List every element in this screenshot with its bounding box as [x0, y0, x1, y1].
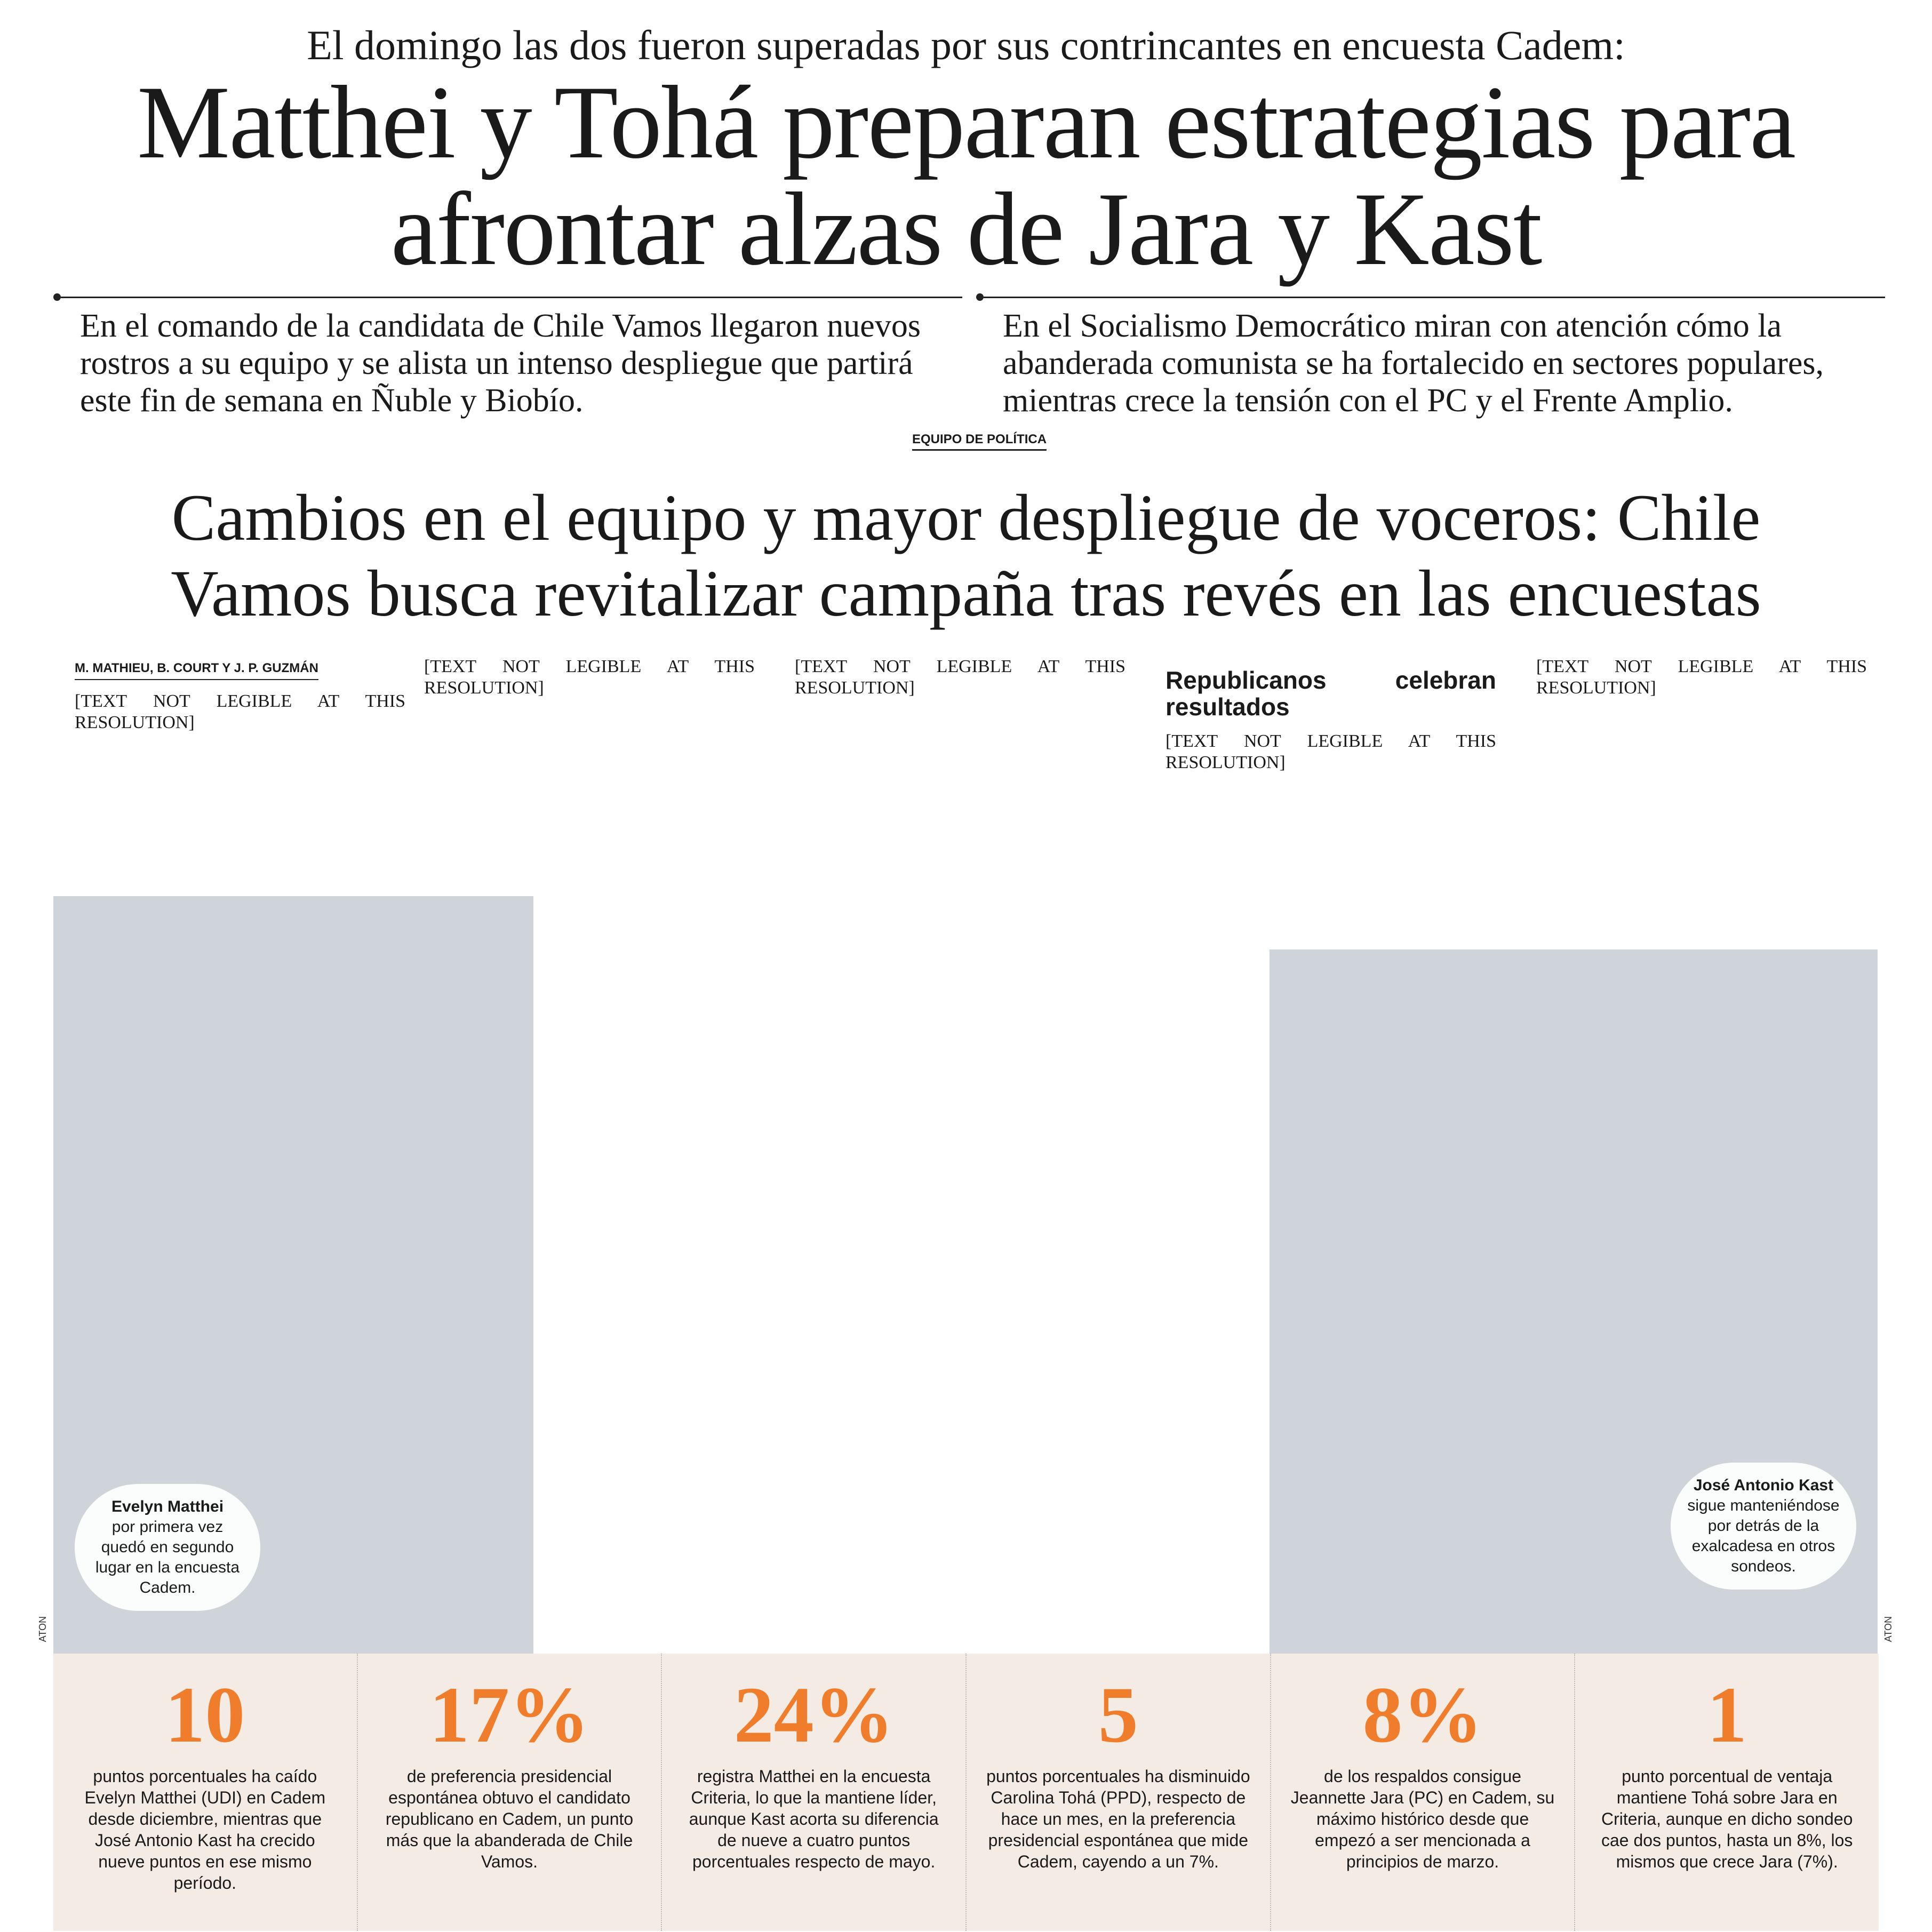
stat-item — [53, 1654, 357, 1931]
photo-credit: ATON — [1883, 1616, 1894, 1642]
credit: EQUIPO DE POLÍTICA — [912, 432, 1047, 451]
stat-item — [1574, 1654, 1879, 1931]
deck-left — [64, 293, 971, 419]
caption-text: por primera vez quedó en segundo lugar en la encuesta Cadem. — [95, 1518, 240, 1596]
body-column-3 — [795, 656, 1125, 699]
body-column-4 — [1165, 656, 1496, 773]
stats-bar — [53, 1654, 1879, 1931]
stat-text: de los respaldos consigue Jeannette Jara (PC) en Cadem, su máximo histórico desde que empezó a ser mencionada a principios de marzo. — [1290, 1767, 1555, 1871]
stat-text: puntos porcentuales ha caído Evelyn Matthei (UDI) en Cadem desde diciembre, mientras que José Antonio Kast ha crecido nueve puntos en ese mismo período. — [84, 1767, 326, 1893]
photo-right — [1270, 949, 1878, 1654]
caption-left — [75, 1484, 260, 1611]
column-text: [TEXT NOT LEGIBLE AT THIS RESOLUTION] — [795, 657, 1125, 698]
stat-item — [357, 1654, 661, 1931]
bullet-dot-icon — [53, 293, 61, 301]
stat-text: punto porcentual de ventaja mantiene Tohá sobre Jara en Criteria, aunque en dicho sondeo cae dos puntos, hasta un 8%, los mismos que crece Jara (7%). — [1601, 1767, 1853, 1871]
stat-item — [661, 1654, 965, 1931]
body-column-1 — [75, 656, 405, 733]
deck-left-text: En el comando de la candidata de Chile Vamos llegaron nuevos rostros a su equipo y se alista un intenso despliegue que partirá este fin de semana en Ñuble y Biobío. — [80, 308, 921, 419]
divider — [61, 297, 962, 298]
caption-name: José Antonio Kast — [1693, 1476, 1834, 1494]
body-column-5 — [1536, 656, 1867, 699]
stat-number: 24% — [733, 1671, 894, 1759]
column-text: [TEXT NOT LEGIBLE AT THIS RESOLUTION] — [424, 657, 755, 698]
photo-credit: ATON — [37, 1616, 48, 1642]
stat-item — [965, 1654, 1270, 1931]
column-text: [TEXT NOT LEGIBLE AT THIS RESOLUTION] — [1536, 657, 1867, 698]
stat-text: de preferencia presidencial espontánea obtuvo el candidato republicano en Cadem, un punto más que la abanderada de Chile Vamos. — [385, 1767, 634, 1871]
bullet-dot-icon — [976, 293, 984, 301]
stat-text: registra Matthei en la encuesta Criteria, lo que la mantiene líder, aunque Kast acorta su diferencia de nueve a cuatro puntos porcentuales respecto de mayo. — [689, 1767, 939, 1871]
body-column-2 — [424, 656, 755, 699]
stat-number: 17% — [429, 1671, 589, 1759]
stat-number: 10 — [165, 1671, 245, 1759]
subheadline: Cambios en el equipo y mayor despliegue de voceros: Chile Vamos busca revitalizar campaña tras revés en las encuestas — [171, 481, 1761, 630]
caption-text: sigue manteniéndose por detrás de la exalcadesa en otros sondeos. — [1687, 1497, 1840, 1575]
headline: Matthei y Tohá preparan estrategias para afrontar alzas de Jara y Kast — [137, 65, 1795, 287]
divider — [984, 297, 1885, 298]
deck-right — [987, 293, 1894, 419]
stat-number: 8% — [1362, 1671, 1483, 1759]
stat-item — [1270, 1654, 1575, 1931]
byline: M. MATHIEU, B. COURT Y J. P. GUZMÁN — [75, 658, 318, 680]
column-text: [TEXT NOT LEGIBLE AT THIS RESOLUTION] — [75, 691, 405, 732]
subheading: Republicanos celebran resultados — [1165, 666, 1496, 721]
deck-right-text: En el Socialismo Democrático miran con atención cómo la abanderada comunista se ha fortalecido en sectores populares, mientras crece la tensión con el PC y el Frente Amplio. — [1003, 308, 1824, 419]
photo-left — [53, 896, 533, 1654]
caption-name: Evelyn Matthei — [111, 1498, 224, 1515]
stat-text: puntos porcentuales ha disminuido Carolina Tohá (PPD), respecto de hace un mes, en la preferencia presidencial espontánea que mide Cadem, cayendo a un 7%. — [986, 1767, 1250, 1871]
kicker: El domingo las dos fueron superadas por sus contrincantes en encuesta Cadem: — [307, 22, 1625, 68]
stat-number: 1 — [1707, 1671, 1747, 1759]
column-text: [TEXT NOT LEGIBLE AT THIS RESOLUTION] — [1165, 731, 1496, 772]
caption-right — [1671, 1463, 1856, 1590]
stat-number: 5 — [1098, 1671, 1138, 1759]
